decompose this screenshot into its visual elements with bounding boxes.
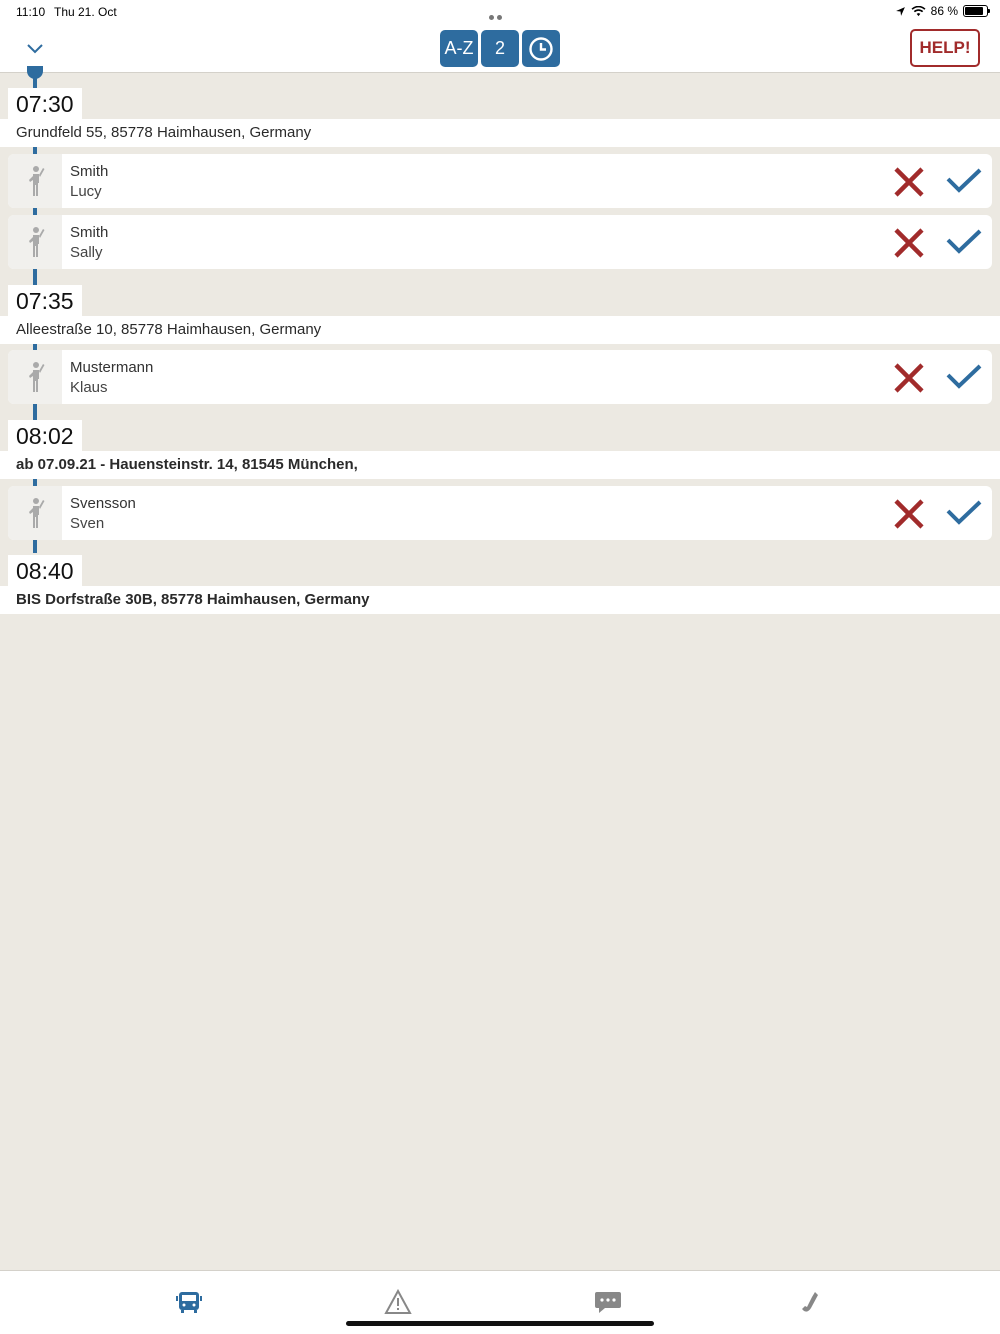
passenger-last-name: Smith — [70, 224, 109, 241]
status-bar — [0, 0, 1000, 24]
location-icon — [895, 6, 906, 17]
clock-icon — [528, 36, 554, 62]
count-button[interactable]: 2 — [481, 30, 519, 67]
stop-time: 07:35 — [8, 285, 82, 317]
reject-button[interactable] — [893, 227, 925, 259]
status-time: 11:10 — [16, 5, 46, 19]
confirm-button[interactable] — [946, 362, 982, 392]
status-indicators — [895, 4, 988, 18]
avatar — [8, 154, 62, 208]
passenger-row[interactable] — [8, 350, 992, 404]
confirm-button[interactable] — [946, 166, 982, 196]
passenger-row[interactable] — [8, 215, 992, 269]
passenger-first-name: Klaus — [70, 379, 108, 396]
stop-address[interactable]: Grundfeld 55, 85778 Haimhausen, Germany — [0, 119, 1000, 147]
battery-icon — [963, 5, 988, 17]
person-waving-icon — [24, 165, 46, 197]
person-waving-icon — [24, 361, 46, 393]
wifi-icon — [911, 6, 926, 17]
avatar — [8, 350, 62, 404]
bus-icon[interactable] — [175, 1289, 203, 1315]
passenger-row[interactable] — [8, 486, 992, 540]
person-waving-icon — [24, 497, 46, 529]
app-header — [0, 24, 1000, 73]
stop-time: 08:02 — [8, 420, 82, 452]
stop-time: 07:30 — [8, 88, 82, 120]
timeline-start-dot — [27, 66, 43, 79]
help-button[interactable]: HELP! — [910, 29, 980, 67]
avatar — [8, 486, 62, 540]
person-waving-icon — [24, 226, 46, 258]
battery-percent: 86 % — [930, 4, 958, 18]
chat-icon[interactable] — [594, 1289, 622, 1315]
passenger-last-name: Mustermann — [70, 359, 154, 376]
passenger-first-name: Sven — [70, 515, 105, 532]
warning-icon[interactable] — [384, 1289, 412, 1315]
reject-button[interactable] — [893, 362, 925, 394]
reject-button[interactable] — [893, 166, 925, 198]
home-indicator — [346, 1321, 654, 1326]
phone-icon[interactable] — [796, 1289, 824, 1315]
reject-button[interactable] — [893, 498, 925, 530]
passenger-first-name: Lucy — [70, 183, 102, 200]
chevron-down-icon[interactable] — [25, 38, 45, 58]
sort-az-button[interactable]: A-Z — [440, 30, 478, 67]
multitask-dots[interactable] — [489, 9, 511, 14]
stop-time: 08:40 — [8, 555, 82, 587]
confirm-button[interactable] — [946, 498, 982, 528]
confirm-button[interactable] — [946, 227, 982, 257]
passenger-last-name: Svensson — [70, 495, 136, 512]
avatar — [8, 215, 62, 269]
passenger-last-name: Smith — [70, 163, 109, 180]
passenger-first-name: Sally — [70, 244, 103, 261]
status-date: Thu 21. Oct — [54, 5, 117, 19]
stop-address[interactable]: Alleestraße 10, 85778 Haimhausen, Germany — [0, 316, 1000, 344]
stop-address[interactable]: BIS Dorfstraße 30B, 85778 Haimhausen, Germany — [0, 586, 1000, 614]
passenger-row[interactable] — [8, 154, 992, 208]
time-sort-button[interactable] — [522, 30, 560, 67]
stop-address[interactable]: ab 07.09.21 - Hauensteinstr. 14, 81545 München, — [0, 451, 1000, 479]
